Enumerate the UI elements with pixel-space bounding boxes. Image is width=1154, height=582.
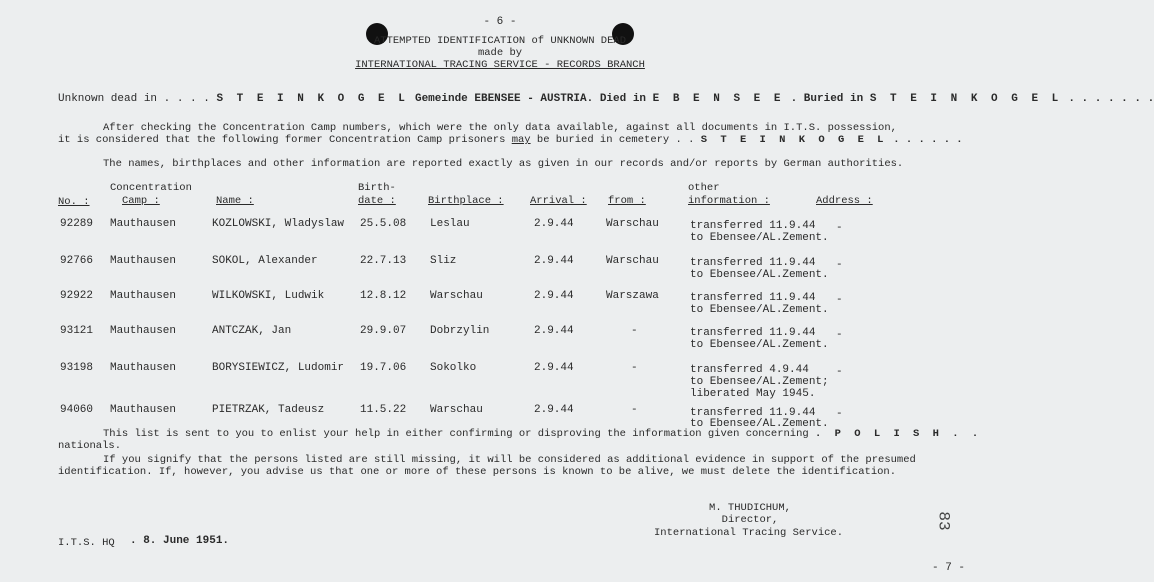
- header-other-1: other: [688, 182, 720, 194]
- cell-arrival: 2.9.44: [534, 325, 574, 337]
- header-camp-1: Concentration: [110, 182, 192, 194]
- cell-from: Warschau: [606, 255, 659, 267]
- table-row: [0, 404, 1000, 430]
- document-title: ATTEMPTED IDENTIFICATION of UNKNOWN DEAD: [373, 35, 627, 47]
- cell-address: -: [836, 222, 843, 234]
- cell-birthdate: 12.8.12: [360, 290, 407, 302]
- died-in-place: E B E N S E E: [652, 93, 784, 105]
- cell-name: SOKOL, Alexander: [212, 255, 318, 267]
- cell-camp: Mauthausen: [110, 255, 177, 267]
- unknown-dead-gemeinde: Gemeinde EBENSEE: [414, 93, 521, 105]
- header-camp-2: Camp :: [122, 195, 160, 207]
- nationality: . P O L I S H . .: [815, 428, 982, 440]
- unknown-dead-prefix: Unknown dead in . . . .: [58, 93, 210, 105]
- cell-name: ANTCZAK, Jan: [212, 325, 292, 337]
- closing-p1-line-1: [103, 428, 982, 440]
- signatory-name: M. THUDICHUM,: [709, 502, 791, 514]
- signatory-organization: International Tracing Service.: [654, 527, 844, 539]
- cell-info-2: to Ebensee/AL.Zement.: [690, 232, 829, 244]
- table-row: [0, 218, 1000, 248]
- intro-line-2-end: . . . . . .: [893, 134, 963, 146]
- table-row: [0, 290, 1000, 320]
- cell-name: PIETRZAK, Tadeusz: [212, 404, 325, 416]
- cell-birthplace: Warschau: [430, 404, 483, 416]
- header-address: Address :: [816, 195, 873, 207]
- cell-camp: Mauthausen: [110, 290, 177, 302]
- buried-in-label: . Buried in: [790, 93, 864, 105]
- cell-info-2: to Ebensee/AL.Zement.: [690, 269, 829, 281]
- cemetery-name: S T E I N K O G E L: [700, 134, 887, 146]
- header-birth-1: Birth-: [358, 182, 396, 194]
- cell-camp: Mauthausen: [110, 325, 177, 337]
- cell-birthdate: 25.5.08: [360, 218, 407, 230]
- closing-p2-line-2: identification. If, however, you advise us that one or more of these persons is known to be alive, we must delete the identification.: [58, 466, 897, 478]
- cell-from: -: [631, 404, 638, 416]
- intro-line-2: [58, 134, 963, 146]
- header-birth-2: date :: [358, 195, 396, 207]
- cell-birthplace: Leslau: [430, 218, 470, 230]
- cell-address: -: [836, 294, 843, 306]
- cell-birthdate: 29.9.07: [360, 325, 407, 337]
- intro-line-3: The names, birthplaces and other information are reported exactly as given in our records and/or reports by German authorities.: [103, 158, 904, 170]
- cell-arrival: 2.9.44: [534, 255, 574, 267]
- intro-line-1: After checking the Concentration Camp numbers, which were the only data available, against all documents in I.T.S. possession,: [103, 122, 897, 134]
- cell-arrival: 2.9.44: [534, 218, 574, 230]
- cell-info-1: transferred 11.9.44: [690, 292, 816, 304]
- closing-p1-line-2: nationals.: [58, 440, 122, 452]
- intro-line-2-may: may: [511, 134, 531, 146]
- cell-info-1: transferred 4.9.44: [690, 364, 809, 376]
- cell-no: 93121: [60, 325, 94, 337]
- cell-name: KOZLOWSKI, Wladyslaw: [212, 218, 345, 230]
- cell-address: -: [836, 408, 843, 420]
- header-other-2: information :: [688, 195, 770, 207]
- organization-heading: INTERNATIONAL TRACING SERVICE - RECORDS BRANCH: [355, 59, 645, 71]
- cell-info-2: to Ebensee/AL.Zement.: [690, 418, 829, 430]
- cell-from: -: [631, 362, 638, 374]
- cell-camp: Mauthausen: [110, 404, 177, 416]
- unknown-dead-country: - AUSTRIA.: [527, 93, 594, 105]
- cell-camp: Mauthausen: [110, 362, 177, 374]
- unknown-dead-place: S T E I N K O G E L: [216, 93, 409, 105]
- cell-birthdate: 11.5.22: [360, 404, 407, 416]
- unknown-dead-suffix: . . . . . . .: [1068, 93, 1154, 105]
- cell-from: Warschau: [606, 218, 659, 230]
- cell-info-1: transferred 11.9.44: [690, 257, 816, 269]
- cell-arrival: 2.9.44: [534, 290, 574, 302]
- died-in-label: Died in: [599, 93, 647, 105]
- unknown-dead-line: [58, 93, 1154, 105]
- cell-birthplace: Warschau: [430, 290, 483, 302]
- cell-address: -: [836, 259, 843, 271]
- cell-no: 93198: [60, 362, 94, 374]
- table-row: [0, 255, 1000, 285]
- header-arrival: Arrival :: [530, 195, 587, 207]
- cell-birthdate: 22.7.13: [360, 255, 407, 267]
- cell-address: -: [836, 366, 843, 378]
- cell-no: 92922: [60, 290, 94, 302]
- header-birthplace: Birthplace :: [428, 195, 504, 207]
- table-row: [0, 362, 1000, 404]
- footer-date: . 8. June 1951.: [130, 535, 230, 547]
- signatory-title: Director,: [721, 514, 779, 526]
- cell-no: 94060: [60, 404, 94, 416]
- cell-info-3: liberated May 1945.: [690, 388, 816, 400]
- cell-info-1: transferred 11.9.44: [690, 220, 816, 232]
- cell-info-2: to Ebensee/AL.Zement;: [690, 376, 829, 388]
- closing-p2-line-1: If you signify that the persons listed are still missing, it will be considered as additional evidence in support of the presumed: [103, 454, 916, 466]
- cell-from: -: [631, 325, 638, 337]
- cell-no: 92289: [60, 218, 94, 230]
- cell-address: -: [836, 329, 843, 341]
- cell-birthplace: Dobrzylin: [430, 325, 490, 337]
- cell-birthplace: Sokolko: [430, 362, 477, 374]
- footer-location: I.T.S. HQ: [58, 537, 115, 549]
- header-no: No. :: [58, 196, 90, 208]
- stamp-number: 83: [934, 511, 953, 531]
- cell-info-1: transferred 11.9.44: [690, 327, 816, 339]
- page-number-top: - 6 -: [483, 16, 517, 28]
- cell-arrival: 2.9.44: [534, 404, 574, 416]
- cell-from: Warszawa: [606, 290, 659, 302]
- intro-line-2-b: be buried in cemetery . .: [536, 134, 695, 146]
- cell-info-2: to Ebensee/AL.Zement.: [690, 304, 829, 316]
- header-name: Name :: [216, 195, 254, 207]
- cell-birthdate: 19.7.06: [360, 362, 407, 374]
- buried-in-place: S T E I N K O G E L: [869, 93, 1062, 105]
- cell-camp: Mauthausen: [110, 218, 177, 230]
- cell-name: BORYSIEWICZ, Ludomir: [212, 362, 345, 374]
- cell-info-1: transferred 11.9.44: [690, 407, 816, 419]
- closing-p1-text: This list is sent to you to enlist your help in either confirming or disproving the information given concerning: [103, 428, 809, 440]
- cell-arrival: 2.9.44: [534, 362, 574, 374]
- cell-info-2: to Ebensee/AL.Zement.: [690, 339, 829, 351]
- made-by: made by: [477, 47, 523, 59]
- header-from: from :: [608, 195, 646, 207]
- table-row: [0, 325, 1000, 355]
- page-number-bottom: - 7 -: [932, 562, 966, 574]
- intro-line-2-a: it is considered that the following former Concentration Camp prisoners: [58, 134, 506, 146]
- cell-name: WILKOWSKI, Ludwik: [212, 290, 325, 302]
- cell-birthplace: Sliz: [430, 255, 457, 267]
- cell-no: 92766: [60, 255, 94, 267]
